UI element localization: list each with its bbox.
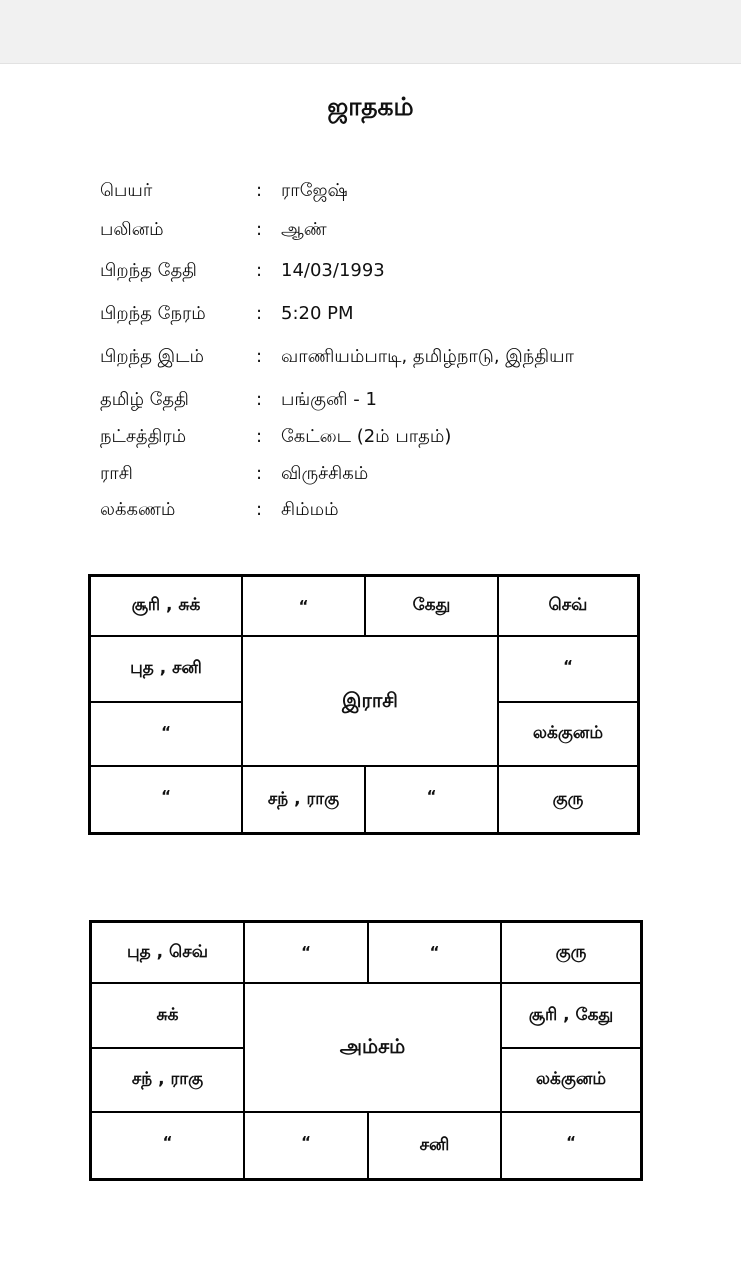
detail-colon: : [256, 389, 263, 410]
detail-label: தமிழ் தேதி [100, 389, 189, 410]
detail-colon: : [256, 219, 263, 240]
detail-colon: : [256, 180, 263, 201]
detail-value: பங்குனி - 1 [281, 389, 377, 410]
detail-colon: : [256, 346, 263, 367]
detail-colon: : [256, 426, 263, 447]
rasi-cell: “ [498, 636, 638, 702]
detail-value: கேட்டை (2ம் பாதம்) [281, 426, 452, 447]
rasi-cell: புத , சனி [90, 636, 242, 702]
rasi-cell: சந் , ராகு [242, 766, 365, 833]
detail-value: 14/03/1993 [281, 260, 385, 281]
rasi-cell: “ [242, 576, 365, 636]
detail-colon: : [256, 260, 263, 281]
detail-colon: : [256, 499, 263, 520]
detail-value: ஆண் [281, 219, 327, 240]
rasi-cell: “ [90, 766, 242, 833]
detail-label: பெயர் [100, 180, 153, 201]
amsam-chart [89, 920, 643, 1181]
detail-label: பிறந்த நேரம் [100, 303, 206, 324]
detail-label: லக்கணம் [100, 499, 176, 520]
amsam-cell: குரு [501, 922, 641, 983]
amsam-cell: லக்குனம் [501, 1048, 641, 1112]
detail-row-rasi [0, 463, 741, 493]
detail-value: சிம்மம் [281, 499, 339, 520]
amsam-cell: சூரி , கேது [501, 983, 641, 1048]
detail-label: நட்சத்திரம் [100, 426, 187, 447]
rasi-center-label: இராசி [242, 636, 498, 766]
detail-row-birth-place [0, 346, 741, 376]
detail-label: பலினம் [100, 219, 164, 240]
rasi-cell: “ [90, 702, 242, 766]
detail-row-birth-date [0, 260, 741, 290]
detail-row-gender [0, 219, 741, 249]
detail-label: பிறந்த இடம் [100, 346, 204, 367]
amsam-cell: “ [91, 1112, 244, 1179]
amsam-cell: சுக் [91, 983, 244, 1048]
detail-row-lagnam [0, 499, 741, 529]
amsam-cell: சனி [368, 1112, 501, 1179]
detail-value: 5:20 PM [281, 303, 354, 324]
detail-row-star [0, 426, 741, 456]
detail-row-tamil-date [0, 389, 741, 419]
viewer-top-bar [0, 0, 741, 64]
detail-row-birth-time [0, 303, 741, 333]
detail-value: விருச்சிகம் [281, 463, 369, 484]
amsam-center-label: அம்சம் [244, 983, 501, 1112]
detail-label: ராசி [100, 463, 133, 484]
amsam-cell: புத , செவ் [91, 922, 244, 983]
amsam-cell: சந் , ராகு [91, 1048, 244, 1112]
amsam-cell: “ [501, 1112, 641, 1179]
detail-value: வாணியம்பாடி, தமிழ்நாடு, இந்தியா [281, 346, 574, 367]
detail-colon: : [256, 303, 263, 324]
rasi-cell: குரு [498, 766, 638, 833]
detail-colon: : [256, 463, 263, 484]
rasi-cell: செவ் [498, 576, 638, 636]
detail-value: ராஜேஷ் [281, 180, 348, 201]
document-title: ஜாதகம் [327, 92, 414, 121]
rasi-cell: கேது [365, 576, 498, 636]
amsam-cell: “ [368, 922, 501, 983]
rasi-cell: லக்குனம் [498, 702, 638, 766]
amsam-cell: “ [244, 922, 368, 983]
rasi-cell: சூரி , சுக் [90, 576, 242, 636]
rasi-cell: “ [365, 766, 498, 833]
detail-row-name [0, 180, 741, 210]
amsam-cell: “ [244, 1112, 368, 1179]
detail-label: பிறந்த தேதி [100, 260, 197, 281]
rasi-chart [88, 574, 640, 835]
